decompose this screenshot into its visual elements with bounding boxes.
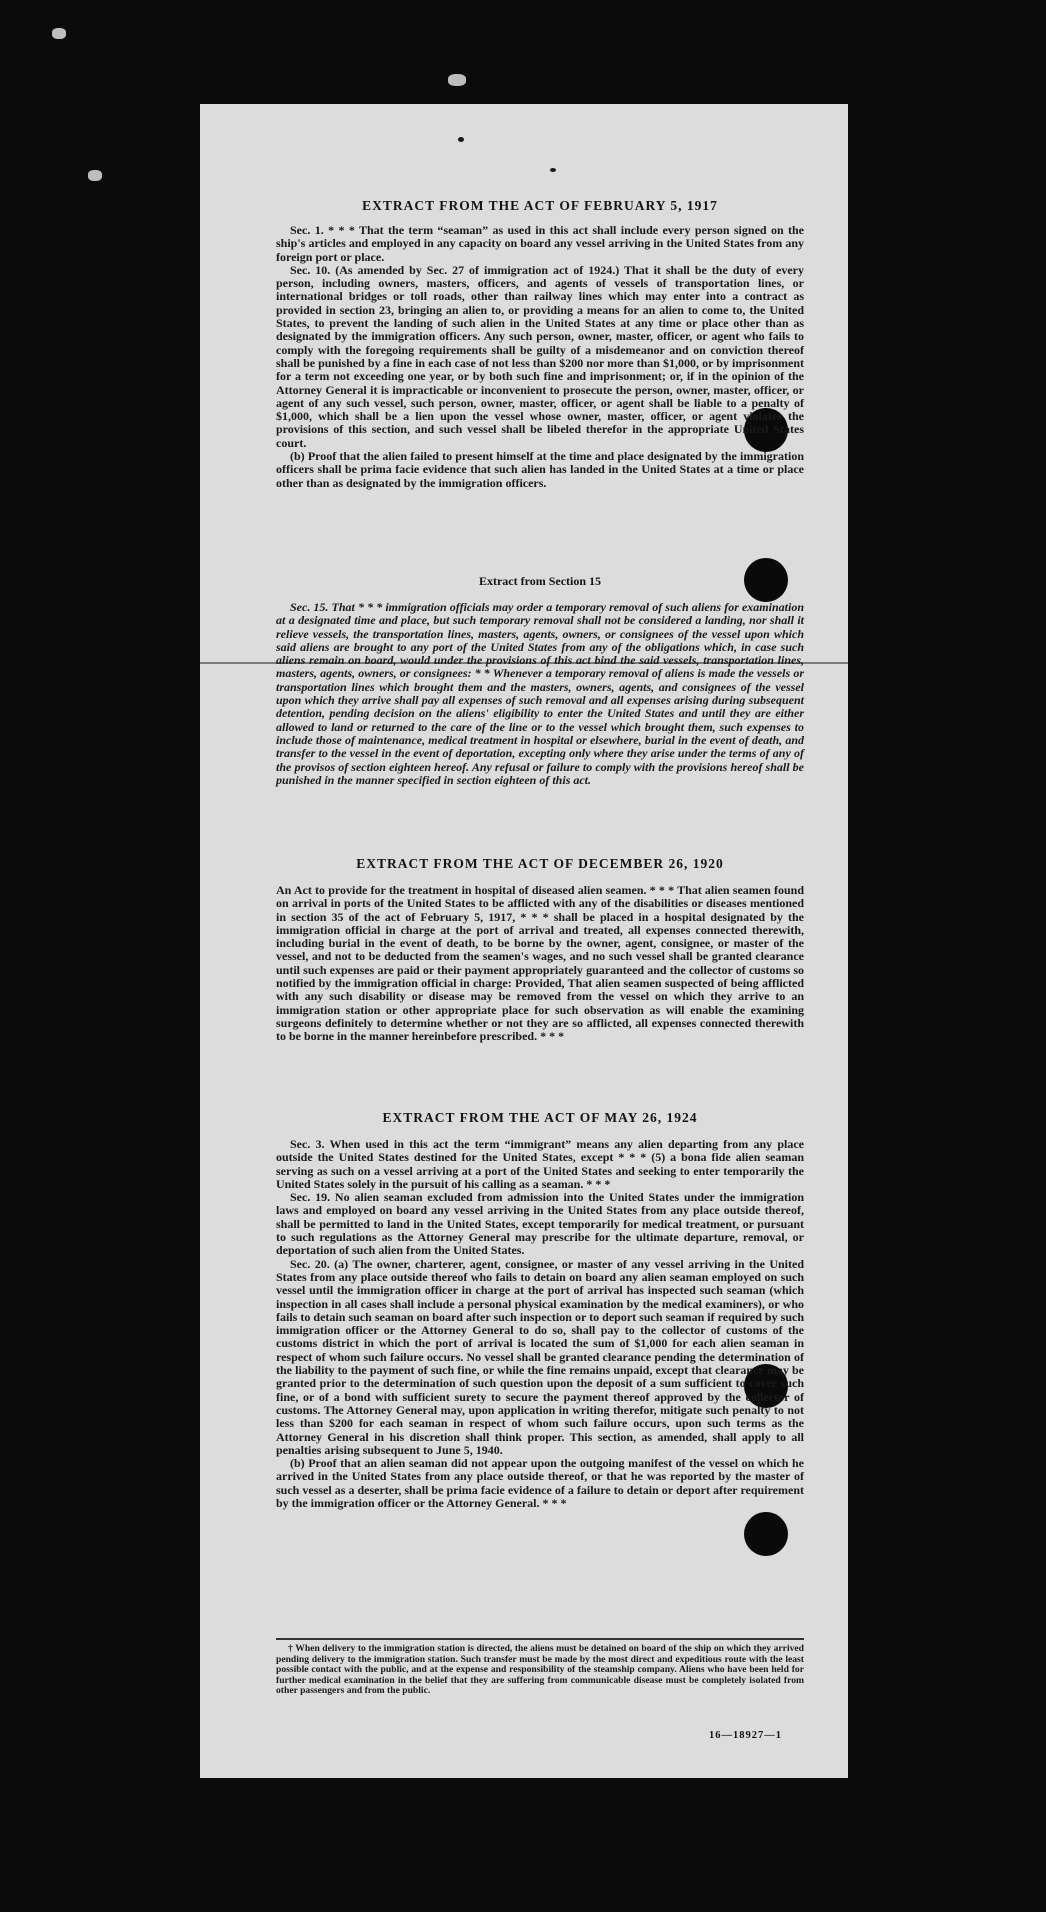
section-may-1924	[276, 1110, 804, 1510]
scan-speck	[52, 28, 66, 39]
footnote-text: † When delivery to the immigration station is directed, the aliens must be detained on board of the ship on which they arrived pending delivery to the immigration station. Such transfer must be made by the most direct and expeditious route with the least possible contact with the public, and at the expense and responsibility of the steamship company. Aliens who have been held for further medical examination in the belief that they are suffering from communicable disease must be completely isolated from other passengers and from the public.	[276, 1643, 804, 1697]
paragraph-sec-19: Sec. 19. No alien seaman excluded from admission into the United States under the immigration laws and employed on board any vessel arriving in the United States from any place outside thereof, shall be permitted to land in the United States, except temporarily for medical treatment, or pursuant to such regulations as the Attorney General may prescribe for the ultimate departure, removal, or deportation of such alien from the United States.	[276, 1190, 804, 1258]
heading-act-may-1924: EXTRACT FROM THE ACT OF MAY 26, 1924	[382, 1110, 698, 1125]
paragraph-sec-10: Sec. 10. (As amended by Sec. 27 of immigration act of 1924.) That it shall be the duty of every person, including owners, masters, officers, and agents of vessels of transportation lines, or international bridges or toll roads, other than railway lines which may enter into a contract as provided in section 23, bringing an alien to, or providing a means for an alien to come to, the United States, to prevent the landing of such alien in the United States at any time or place other than as designated by the immigration officers. Any such person, owner, master, officer, or agent who fails to comply with the foregoing requirements shall be guilty of a misdemeanor and on conviction thereof shall be punished by a fine in each case of not less than $200 nor more than $1,000, or by imprisonment for a term not exceeding one year, or by both such fine and imprisonment; or, if in the opinion of the Attorney General it is impracticable or inconvenient to prosecute the person, owner, master, officer, or agent of any such vessel, such person, owner, master, officer, or agent shall be liable to a penalty of $1,000, which shall be a lien upon the vessel whose owner, master, officer, or agent violates the provisions of this section, and such vessel shall be libeled therefor in the appropriate United States court.	[276, 262, 804, 450]
paragraph-sec-3: Sec. 3. When used in this act the term “immigrant” means any alien departing from any place outside the United States destined for the United States, except * * * (5) a bona fide alien seaman serving as such on a vessel arriving at a port of the United States and seeking to enter temporarily the United States solely in the pursuit of his calling as a seaman. * * *	[276, 1137, 804, 1191]
document-page	[200, 104, 848, 1778]
page-mark	[550, 168, 556, 172]
section-15	[276, 574, 804, 787]
heading-section-15: Extract from Section 15	[478, 574, 602, 588]
section-dec-1920	[276, 856, 804, 1044]
form-number: 16—18927—1	[709, 1730, 782, 1741]
footnote	[276, 1638, 804, 1697]
page-mark	[458, 137, 464, 142]
paragraph-sec-1: Sec. 1. * * * That the term “seaman” as used in this act shall include every person signed on the ship's articles and employed in any capacity on board any vessel arriving in the United States from any foreign port or place.	[276, 223, 804, 264]
punch-hole	[744, 1512, 788, 1556]
section-feb-1917	[276, 198, 804, 490]
paragraph-sec-15: Sec. 15. That * * * immigration officials may order a temporary removal of such aliens for examination at a designated time and place, but such temporary removal shall not be considered a landing, nor shall it relieve vessels, the transportation lines, masters, agents, owners, or consignees of the vessel upon which said aliens are brought to any port of the United States from any of the obligations which, in case such aliens remain on board, would under the provisions of this act bind the said vessels, transportation lines, masters, agents, owners, or consignees: * * Whenever a temporary removal of aliens is made the vessels or transportation lines which brought them and the masters, owners, agents, and consignees of the vessel upon which they arrive shall pay all expenses of such removal and all expenses arising during subsequent detention, pending decision on the aliens' eligibility to enter the United States and until they are either allowed to land or returned to the care of the line or to the vessel which brought them, such expenses to include those of maintenance, medical treatment in hospital or elsewhere, burial in the event of death, and transfer to the vessel in the event of deportation, excepting only where they arise under the terms of any of the provisos of section eighteen hereof. Any refusal or failure to comply with the provisions hereof shall be punished in the manner specified in section eighteen of this act.	[276, 600, 804, 787]
scan-speck	[88, 170, 102, 181]
heading-act-dec-1920: EXTRACT FROM THE ACT OF DECEMBER 26, 1920	[356, 856, 724, 871]
paragraph-sec-20-a: Sec. 20. (a) The owner, charterer, agent, consignee, or master of any vessel arriving in the United States from any place outside thereof who fails to detain on board any alien seaman employed on such vessel until the immigration officer in charge at the port of arrival has inspected such seaman (which inspection in all cases shall include a personal physical examination by the medical examiners), or who fails to detain such seaman on board after such inspection or to deport such seaman if required by such immigration officer or the Attorney General to do so, shall pay to the collector of customs of the customs district in which the port of arrival is located the sum of $1,000 for each alien seaman in respect of whom such failure occurs. No vessel shall be granted clearance pending the determination of the liability to the payment of such fine, or while the fine remains unpaid, except that clearance may be granted prior to the determination of such question upon the deposit of a sum sufficient to cover such fine, or of a bond with sufficient surety to secure the payment thereof approved by the collector of customs. The Attorney General may, upon application in writing therefor, mitigate such penalty to not less than $200 for each seaman in respect of whom such failure occurs, upon such terms as the Attorney General in his discretion shall think proper. This section, as amended, shall apply to all penalties arising subsequent to June 5, 1940.	[276, 1256, 804, 1457]
paragraph-sec-10-b: (b) Proof that the alien failed to present himself at the time and place designated by the immigration officers shall be prima facie evidence that such alien has landed in the United States at a time or place other than as designated by the immigration officers.	[276, 449, 804, 490]
paragraph-sec-20-b: (b) Proof that an alien seaman did not appear upon the outgoing manifest of the vessel on which he arrived in the United States from any place outside thereof, or that he was reported by the master of such vessel as a deserter, shall be prima facie evidence of a failure to detain or deport after requirement by the immigration officer or the Attorney General. * * *	[276, 1456, 804, 1511]
scan-speck	[448, 74, 466, 86]
footnote-rule	[276, 1638, 804, 1640]
paragraph-dec-1920: An Act to provide for the treatment in hospital of diseased alien seamen. * * * That alien seamen found on arrival in ports of the United States to be afflicted with any of the disabilities or diseases mentioned in section 35 of the act of February 5, 1917, * * * shall be placed in a hospital designated by the immigration official in charge at the port of arrival and treated, all expenses connected therewith, including burial in the event of death, to be borne by the owner, agent, consignee, or master of the vessel, and not to be deducted from the seamen's wages, and no such vessel shall be granted clearance until such expenses are paid or their payment appropriately guaranteed and the collector of customs so notified by the immigration official in charge: Provided, That alien seamen suspected of being afflicted with any such disability or disease may be removed from the vessel on which they arrive to an immigration station or other appropriate place for such observation as will enable the examining surgeons definitely to determine whether or not they are so afflicted, all expenses connected therewith to be borne in the manner hereinbefore prescribed. * * *	[276, 883, 804, 1044]
heading-act-feb-1917: EXTRACT FROM THE ACT OF FEBRUARY 5, 1917	[362, 198, 718, 213]
